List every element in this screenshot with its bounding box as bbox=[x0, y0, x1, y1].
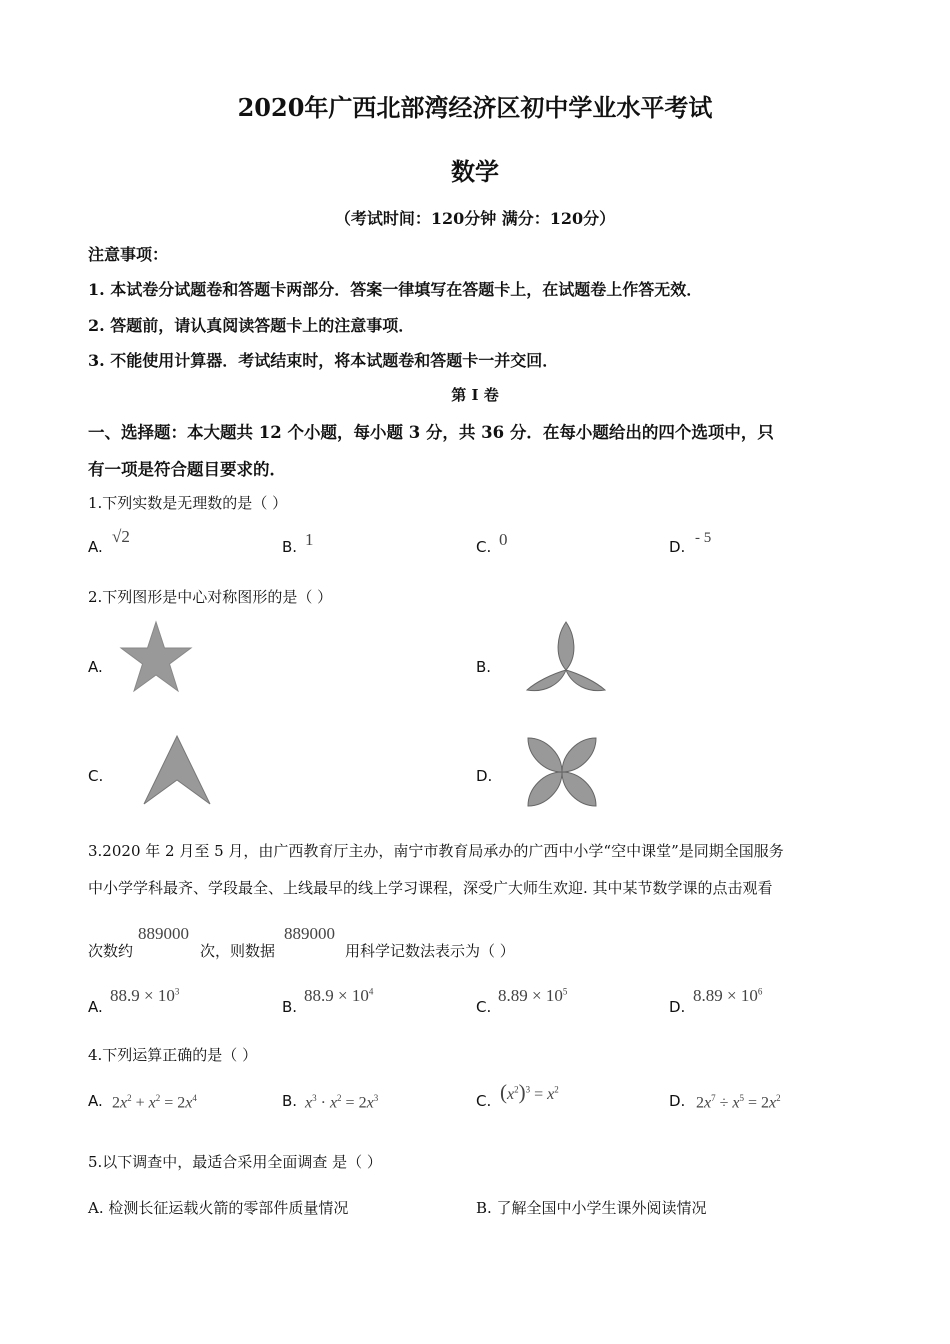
q3-option-c-label: C. bbox=[476, 998, 492, 1016]
q3-line2: 中小学学科最齐、学段最全、上线最早的线上学习课程，深受广大师生欢迎. 其中某节数学课的点击观看 bbox=[88, 879, 773, 897]
four-petal-icon bbox=[522, 732, 602, 812]
q4-option-a-expression: $2x^2 + x^2 = 2x^4$ bbox=[112, 1093, 197, 1112]
note-item-3: 3. 不能使用计算器．考试结束时，将本试题卷和答题卡一并交回． bbox=[88, 351, 559, 370]
q1-option-a-label: A. bbox=[88, 538, 103, 556]
volume-label: 第 I 卷 bbox=[451, 386, 499, 404]
arrowhead-icon bbox=[140, 734, 214, 806]
q3-option-b-label: B. bbox=[282, 998, 298, 1016]
q1-option-c-value: 0 bbox=[499, 530, 508, 549]
q4-option-c-label: C. bbox=[476, 1092, 492, 1110]
notes-heading: 注意事项： bbox=[88, 245, 169, 264]
star-icon bbox=[118, 620, 194, 694]
q4-option-c-expression: $(x^2)^3 = x^2$ bbox=[500, 1080, 559, 1104]
three-petal-icon bbox=[524, 620, 608, 692]
q3-line3-a: 次数约 bbox=[88, 942, 134, 960]
q2-option-b-label: B. bbox=[476, 658, 492, 676]
q3-option-a-label: A. bbox=[88, 998, 103, 1016]
q3-number-2: 889000 bbox=[284, 924, 335, 943]
q3-line3-b: 次，则数据 bbox=[200, 942, 276, 960]
q1-option-b-value: 1 bbox=[305, 530, 314, 549]
q2-option-c-label: C. bbox=[88, 767, 104, 785]
q2-option-d-label: D. bbox=[476, 767, 493, 785]
subject-title: 数学 bbox=[451, 157, 499, 186]
q4-option-b-expression: $x^3 \cdot x^2 = 2x^3$ bbox=[305, 1093, 379, 1112]
q3-option-d-label: D. bbox=[669, 998, 686, 1016]
q5-stem: 5.以下调查中，最适合采用全面调查 是（ ） bbox=[88, 1153, 382, 1171]
q1-option-d-value: - 5 bbox=[695, 530, 712, 546]
q1-stem: 1.下列实数是无理数的是（ ） bbox=[88, 494, 288, 512]
q1-option-a-value: √2 bbox=[112, 527, 130, 546]
q2-stem: 2.下列图形是中心对称图形的是（ ） bbox=[88, 588, 333, 606]
exam-info: （考试时间：120分钟 满分：120分） bbox=[334, 209, 616, 228]
page-title: 2020年广西北部湾经济区初中学业水平考试 bbox=[237, 93, 713, 122]
section-heading-1: 一、选择题：本大题共 12 个小题，每小题 3 分，共 36 分．在每小题给出的四个选项中，只 bbox=[88, 423, 774, 442]
q1-option-d-label: D. bbox=[669, 538, 686, 556]
q4-option-a-label: A. bbox=[88, 1092, 103, 1110]
q4-option-d-label: D. bbox=[669, 1092, 686, 1110]
q3-option-b-value: $88.9 \times 10^4$ bbox=[304, 986, 374, 1005]
q3-option-c-value: $8.89 \times 10^5$ bbox=[498, 986, 568, 1005]
q4-stem: 4.下列运算正确的是（ ） bbox=[88, 1046, 258, 1064]
note-item-2: 2. 答题前，请认真阅读答题卡上的注意事项． bbox=[88, 316, 415, 335]
q3-line1: 3.2020 年 2 月至 5 月，由广西教育厅主办，南宁市教育局承办的广西中小学“空中课堂”是同期全国服务 bbox=[88, 842, 784, 860]
q3-option-d-value: $8.89 \times 10^6$ bbox=[693, 986, 763, 1005]
q2-option-a-label: A. bbox=[88, 658, 103, 676]
q1-option-b-label: B. bbox=[282, 538, 298, 556]
q5-option-b: B. 了解全国中小学生课外阅读情况 bbox=[476, 1199, 707, 1217]
section-heading-2: 有一项是符合题目要求的． bbox=[88, 460, 286, 479]
q4-option-b-label: B. bbox=[282, 1092, 298, 1110]
q3-option-a-value: $88.9 \times 10^3$ bbox=[110, 986, 180, 1005]
q4-option-d-expression: $2x^7 \div x^5 = 2x^2$ bbox=[696, 1093, 781, 1112]
q5-option-a: A. 检测长征运载火箭的零部件质量情况 bbox=[88, 1199, 349, 1217]
q3-line3-c: 用科学记数法表示为（ ） bbox=[345, 942, 515, 960]
note-item-1: 1. 本试卷分试题卷和答题卡两部分．答案一律填写在答题卡上，在试题卷上作答无效． bbox=[88, 280, 703, 299]
q3-number-1: 889000 bbox=[138, 924, 189, 943]
q1-option-c-label: C. bbox=[476, 538, 492, 556]
